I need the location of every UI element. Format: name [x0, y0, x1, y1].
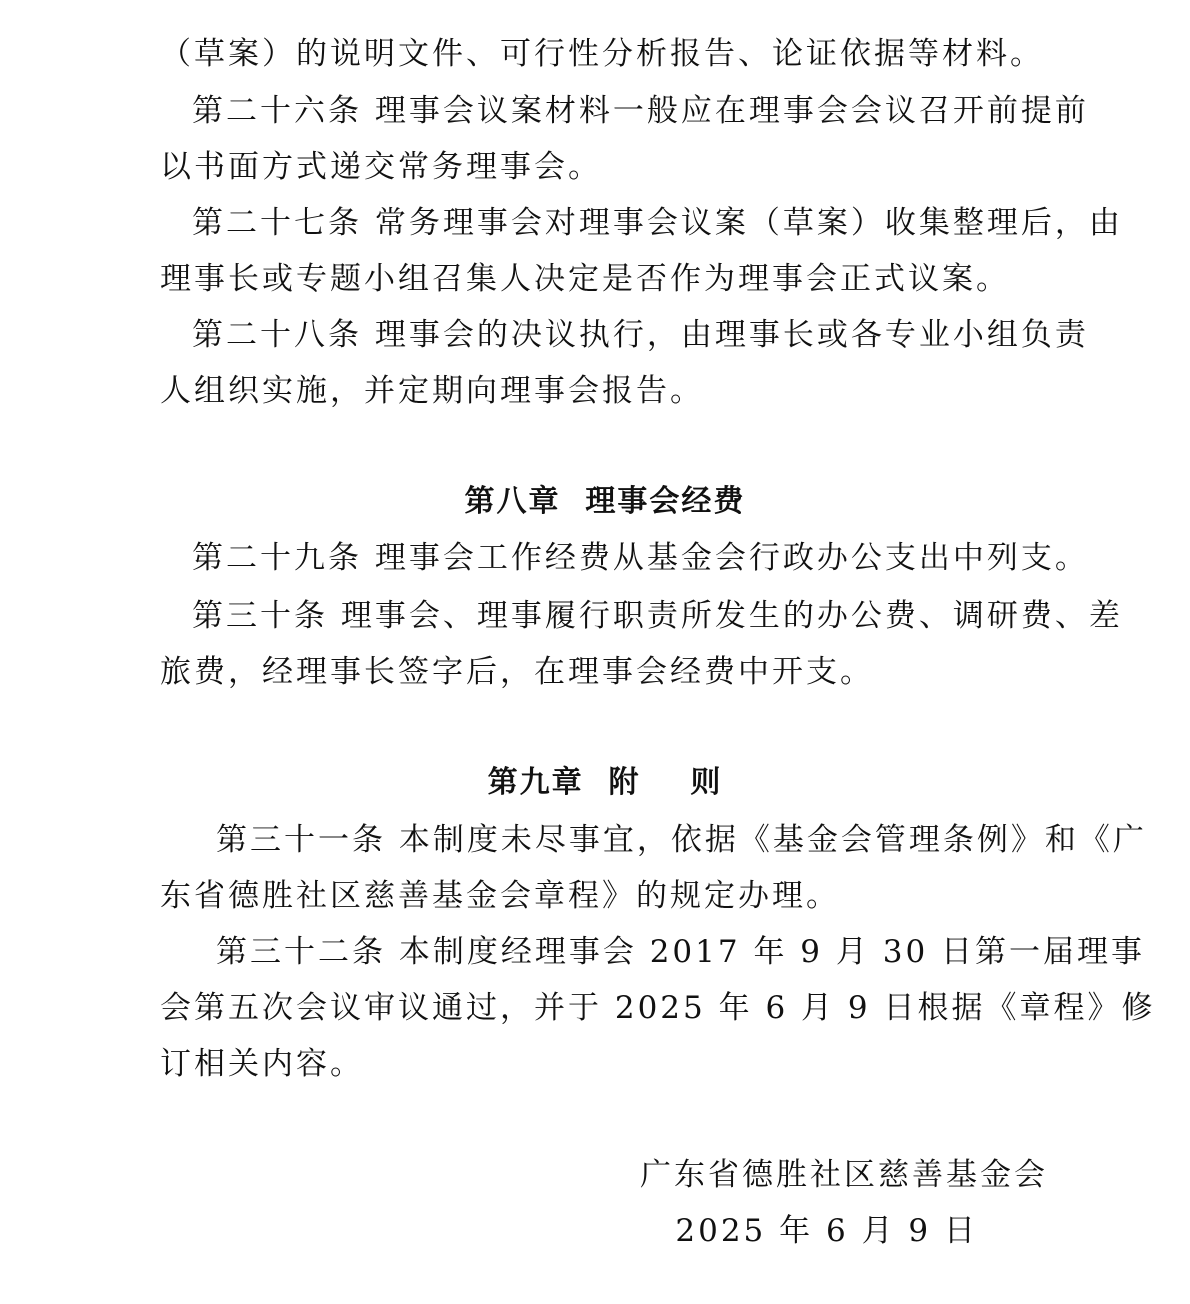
- article-32-line-1: 第三十二条 本制度经理事会 2017 年 9 月 30 日第一届理事: [216, 934, 1146, 970]
- article-31-line-2: 东省德胜社区慈善基金会章程》的规定办理。: [160, 878, 840, 914]
- article-32-line-3: 订相关内容。: [160, 1046, 364, 1082]
- article-32-line-2: 会第五次会议审议通过，并于 2025 年 6 月 9 日根据《章程》修: [160, 990, 1156, 1026]
- article-26-line-2: 以书面方式递交常务理事会。: [160, 149, 602, 185]
- article-30-line-2: 旅费，经理事长签字后，在理事会经费中开支。: [160, 654, 874, 690]
- chapter-8-heading: 第八章 理事会经费: [464, 484, 746, 519]
- article-25-continuation: （草案）的说明文件、可行性分析报告、论证依据等材料。: [160, 36, 1044, 72]
- article-30-line-1: 第三十条 理事会、理事履行职责所发生的办公费、调研费、差: [192, 598, 1123, 634]
- chapter-9-heading: 第九章 附 则: [487, 765, 723, 800]
- article-28-line-1: 第二十八条 理事会的决议执行，由理事长或各专业小组负责: [192, 317, 1089, 353]
- article-31-line-1: 第三十一条 本制度未尽事宜，依据《基金会管理条例》和《广: [216, 822, 1147, 858]
- article-28-line-2: 人组织实施，并定期向理事会报告。: [160, 373, 704, 409]
- signature-organization: 广东省德胜社区慈善基金会: [640, 1157, 1048, 1193]
- article-27-line-2: 理事长或专题小组召集人决定是否作为理事会正式议案。: [160, 261, 1010, 297]
- article-27-line-1: 第二十七条 常务理事会对理事会议案（草案）收集整理后，由: [192, 205, 1123, 241]
- signature-date: 2025 年 6 月 9 日: [675, 1213, 978, 1249]
- article-26-line-1: 第二十六条 理事会议案材料一般应在理事会会议召开前提前: [192, 93, 1089, 129]
- article-29-line-1: 第二十九条 理事会工作经费从基金会行政办公支出中列支。: [192, 540, 1089, 576]
